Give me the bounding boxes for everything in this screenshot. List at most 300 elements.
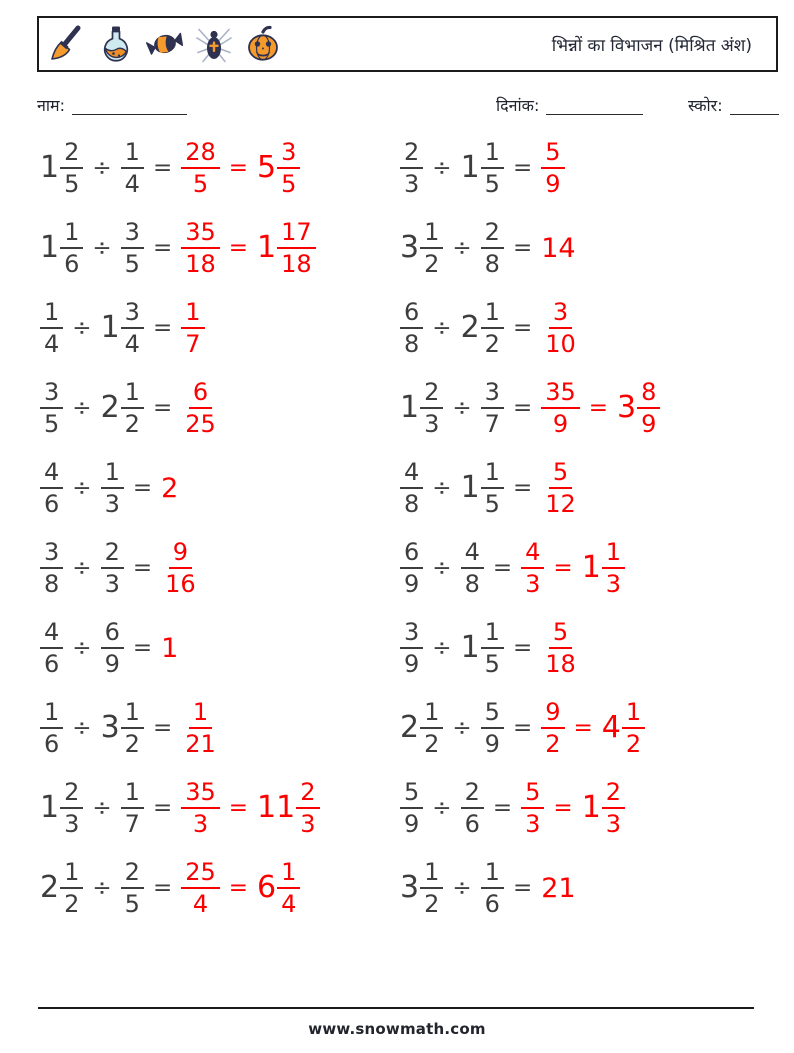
fraction (40, 460, 63, 516)
equals-sign: = (588, 394, 609, 421)
denominator: 9 (104, 650, 120, 678)
numerator: 2 (60, 140, 83, 169)
fraction (481, 460, 504, 516)
whole-number: 1 (581, 550, 601, 585)
answer (181, 780, 319, 836)
fraction (181, 220, 220, 276)
denominator: 6 (484, 890, 500, 918)
denominator: 5 (484, 170, 500, 198)
answer (161, 472, 179, 504)
divide-sign: ÷ (92, 154, 112, 181)
fraction (461, 780, 484, 836)
fraction (181, 380, 220, 436)
fraction (481, 380, 504, 436)
date-blank-line (546, 111, 643, 115)
fraction (181, 140, 220, 196)
denominator: 5 (192, 170, 209, 198)
divide-sign: ÷ (92, 234, 112, 261)
fraction (521, 780, 544, 836)
equals-sign: = (228, 154, 249, 181)
mixed-number (617, 380, 660, 436)
numerator: 3 (121, 220, 144, 249)
equals-sign: = (512, 394, 533, 421)
numerator: 5 (400, 780, 423, 809)
numerator: 5 (541, 140, 564, 169)
fraction (541, 300, 580, 356)
divide-sign: ÷ (452, 234, 472, 261)
equals-sign: = (152, 874, 173, 901)
mixed-number (582, 540, 625, 596)
numerator: 1 (622, 700, 645, 729)
denominator: 10 (545, 330, 576, 358)
numerator: 1 (481, 140, 504, 169)
denominator: 3 (605, 570, 622, 598)
numerator: 5 (481, 700, 504, 729)
problem (40, 460, 400, 516)
fraction (121, 220, 144, 276)
fraction (277, 140, 300, 196)
fraction (400, 620, 423, 676)
fraction (602, 780, 625, 836)
fraction (121, 700, 144, 756)
fraction (420, 380, 443, 436)
problem (400, 300, 775, 356)
denominator: 2 (124, 410, 140, 438)
divide-sign: ÷ (432, 634, 452, 661)
problem (40, 140, 400, 196)
divide-sign: ÷ (432, 154, 452, 181)
denominator: 2 (64, 890, 80, 918)
name-field (37, 94, 187, 116)
divide-sign: ÷ (452, 874, 472, 901)
mixed-number (461, 620, 504, 676)
whole-number: 6 (257, 870, 277, 905)
denominator: 5 (64, 170, 80, 198)
denominator: 7 (124, 810, 140, 838)
fraction (400, 460, 423, 516)
denominator: 9 (484, 730, 500, 758)
fraction (400, 540, 423, 596)
fraction (541, 700, 564, 756)
equals-sign: = (228, 794, 249, 821)
problem (400, 860, 775, 916)
whole-number: 1 (400, 390, 420, 425)
numerator: 9 (541, 700, 564, 729)
answer (541, 872, 576, 904)
denominator: 5 (281, 170, 297, 198)
denominator: 9 (404, 810, 420, 838)
fraction (400, 300, 423, 356)
whole-number: 1 (40, 230, 60, 265)
denominator: 8 (44, 570, 60, 598)
divide-sign: ÷ (432, 474, 452, 501)
equals-sign: = (152, 314, 173, 341)
header-banner (37, 16, 778, 72)
numerator: 5 (521, 780, 544, 809)
answer (181, 220, 315, 276)
denominator: 9 (404, 650, 420, 678)
date-field (496, 94, 643, 116)
denominator: 18 (281, 250, 312, 278)
integer-value: 1 (161, 632, 179, 664)
denominator: 6 (44, 730, 60, 758)
numerator: 1 (189, 700, 212, 729)
fraction (181, 220, 220, 276)
fraction (101, 460, 124, 516)
fraction (461, 540, 484, 596)
fraction (420, 220, 443, 276)
denominator: 9 (641, 410, 657, 438)
problem (40, 540, 400, 596)
fraction (541, 460, 580, 516)
denominator: 9 (404, 570, 420, 598)
fraction (481, 860, 504, 916)
denominator: 3 (605, 810, 622, 838)
fraction (541, 300, 580, 356)
numerator: 1 (481, 860, 504, 889)
date-label: दिनांक: (496, 96, 540, 115)
mixed-number (461, 140, 504, 196)
denominator: 3 (104, 490, 120, 518)
divide-sign: ÷ (452, 394, 472, 421)
denominator: 8 (404, 330, 420, 358)
numerator: 2 (60, 780, 83, 809)
denominator: 3 (525, 570, 541, 598)
equals-sign: = (152, 394, 173, 421)
halloween-icons (47, 24, 283, 64)
fraction (602, 540, 625, 596)
spider-icon (194, 24, 234, 64)
fraction (461, 780, 484, 836)
fraction (40, 620, 63, 676)
numerator: 28 (181, 140, 220, 169)
numerator: 3 (40, 380, 63, 409)
divide-sign: ÷ (72, 394, 92, 421)
footer-url: www.snowmath.com (308, 1020, 486, 1038)
fraction (461, 540, 484, 596)
fraction (400, 780, 423, 836)
numerator: 35 (181, 780, 220, 809)
fraction (420, 700, 443, 756)
equals-sign: = (492, 554, 513, 581)
mixed-number (101, 700, 144, 756)
fraction (181, 380, 220, 436)
mixed-number (257, 220, 316, 276)
numerator: 3 (40, 540, 63, 569)
denominator: 12 (545, 490, 576, 518)
fraction (121, 780, 144, 836)
answer (541, 460, 580, 516)
whole-number: 2 (460, 310, 480, 345)
mixed-number (400, 220, 443, 276)
answer (541, 232, 576, 264)
fraction (541, 620, 580, 676)
problem (400, 780, 775, 836)
fields-row (37, 90, 778, 116)
equals-sign: = (573, 714, 593, 741)
mixed-number (40, 220, 83, 276)
equals-sign: = (512, 714, 533, 741)
fraction (40, 300, 63, 356)
numerator: 6 (400, 300, 423, 329)
numerator: 4 (40, 460, 63, 489)
equals-sign: = (152, 714, 173, 741)
problem (400, 700, 775, 756)
mixed-number (400, 700, 443, 756)
mixed-number (400, 380, 443, 436)
fraction (541, 140, 564, 196)
fraction (400, 140, 423, 196)
fraction (541, 140, 564, 196)
fraction (481, 220, 504, 276)
numerator: 3 (121, 300, 144, 329)
broom-icon (47, 24, 87, 64)
whole-number: 2 (400, 710, 420, 745)
integer-value: 14 (541, 232, 576, 264)
equals-sign: = (152, 154, 173, 181)
fraction (400, 300, 423, 356)
fraction (40, 540, 63, 596)
fraction (181, 700, 220, 756)
fraction (541, 460, 580, 516)
denominator: 2 (124, 730, 140, 758)
denominator: 2 (424, 730, 440, 758)
answer (521, 540, 625, 596)
answer (181, 860, 300, 916)
fraction (420, 860, 443, 916)
denominator: 3 (192, 810, 209, 838)
fraction (400, 140, 423, 196)
denominator: 16 (165, 570, 196, 598)
numerator: 6 (400, 540, 423, 569)
numerator: 1 (60, 220, 83, 249)
mixed-number (40, 860, 83, 916)
mixed-number (257, 780, 319, 836)
denominator: 4 (281, 890, 297, 918)
fraction (40, 700, 63, 756)
equals-sign: = (512, 314, 533, 341)
numerator: 1 (602, 540, 625, 569)
numerator: 1 (40, 700, 63, 729)
fraction (121, 300, 144, 356)
denominator: 4 (192, 890, 209, 918)
whole-number: 3 (617, 390, 637, 425)
divide-sign: ÷ (72, 714, 92, 741)
mixed-number (101, 380, 144, 436)
fraction (521, 780, 544, 836)
numerator: 35 (181, 220, 220, 249)
score-label: स्कोर: (688, 96, 723, 115)
denominator: 4 (44, 330, 60, 358)
divide-sign: ÷ (72, 634, 92, 661)
numerator: 1 (420, 220, 443, 249)
score-blank-line (730, 111, 779, 115)
denominator: 18 (545, 650, 576, 678)
mixed-number (40, 780, 83, 836)
whole-number: 1 (40, 790, 60, 825)
fraction (181, 700, 220, 756)
answer (541, 700, 645, 756)
mixed-number (461, 460, 504, 516)
name-label: नाम: (37, 96, 65, 115)
numerator: 8 (637, 380, 660, 409)
fraction (481, 380, 504, 436)
score-field (688, 94, 779, 116)
numerator: 5 (549, 620, 572, 649)
denominator: 2 (424, 250, 440, 278)
fraction (101, 460, 124, 516)
whole-number: 1 (40, 150, 60, 185)
fraction (181, 780, 220, 836)
numerator: 1 (40, 300, 63, 329)
numerator: 2 (296, 780, 319, 809)
integer-value: 2 (161, 472, 179, 504)
numerator: 1 (481, 620, 504, 649)
fraction (40, 380, 63, 436)
numerator: 1 (121, 780, 144, 809)
numerator: 4 (521, 540, 544, 569)
divide-sign: ÷ (72, 314, 92, 341)
fraction (181, 140, 220, 196)
fraction (101, 540, 124, 596)
answer (541, 620, 580, 676)
divide-sign: ÷ (72, 554, 92, 581)
numerator: 1 (121, 700, 144, 729)
divide-sign: ÷ (92, 794, 112, 821)
equals-sign: = (512, 474, 533, 501)
denominator: 3 (104, 570, 120, 598)
equals-sign: = (132, 474, 153, 501)
fraction (400, 780, 423, 836)
whole-number: 1 (460, 470, 480, 505)
fraction (277, 220, 316, 276)
fraction (181, 300, 204, 356)
fraction (181, 300, 204, 356)
answer (181, 300, 204, 356)
whole-number: 1 (100, 310, 120, 345)
divide-sign: ÷ (72, 474, 92, 501)
problem (40, 780, 400, 836)
fraction (161, 540, 200, 596)
denominator: 5 (124, 250, 140, 278)
equals-sign: = (512, 234, 533, 261)
denominator: 6 (464, 810, 480, 838)
fraction (400, 540, 423, 596)
equals-sign: = (132, 634, 153, 661)
denominator: 9 (545, 170, 561, 198)
numerator: 1 (420, 860, 443, 889)
potion-icon (96, 24, 136, 64)
problem (40, 700, 400, 756)
equals-sign: = (512, 634, 533, 661)
fraction (40, 300, 63, 356)
fraction (481, 860, 504, 916)
denominator: 3 (424, 410, 440, 438)
fraction (40, 540, 63, 596)
fraction (121, 140, 144, 196)
fraction (622, 700, 645, 756)
fraction (161, 540, 200, 596)
whole-number: 5 (257, 150, 277, 185)
denominator: 7 (185, 330, 201, 358)
whole-number: 11 (257, 790, 296, 825)
numerator: 5 (549, 460, 572, 489)
whole-number: 1 (460, 150, 480, 185)
mixed-number (461, 300, 504, 356)
whole-number: 1 (460, 630, 480, 665)
fraction (481, 220, 504, 276)
denominator: 4 (124, 330, 140, 358)
fraction (40, 620, 63, 676)
numerator: 2 (420, 380, 443, 409)
numerator: 1 (277, 860, 300, 889)
fraction (40, 700, 63, 756)
denominator: 2 (424, 890, 440, 918)
answer (181, 700, 220, 756)
numerator: 1 (420, 700, 443, 729)
mixed-number (582, 780, 625, 836)
divide-sign: ÷ (452, 714, 472, 741)
fraction (541, 380, 580, 436)
fraction (481, 700, 504, 756)
fraction (521, 540, 544, 596)
whole-number: 3 (400, 230, 420, 265)
numerator: 1 (481, 300, 504, 329)
numerator: 3 (481, 380, 504, 409)
fraction (400, 460, 423, 516)
answer (161, 540, 200, 596)
fraction (121, 780, 144, 836)
fraction (121, 860, 144, 916)
answer (161, 632, 179, 664)
denominator: 3 (64, 810, 80, 838)
equals-sign: = (132, 554, 153, 581)
numerator: 2 (121, 860, 144, 889)
numerator: 3 (400, 620, 423, 649)
problem (400, 140, 775, 196)
divide-sign: ÷ (92, 874, 112, 901)
answer (181, 380, 220, 436)
numerator: 3 (549, 300, 572, 329)
numerator: 4 (400, 460, 423, 489)
numerator: 1 (121, 380, 144, 409)
problem (400, 540, 775, 596)
equals-sign: = (512, 154, 533, 181)
fraction (541, 620, 580, 676)
problem (40, 620, 400, 676)
denominator: 2 (484, 330, 500, 358)
fraction (296, 780, 319, 836)
numerator: 2 (461, 780, 484, 809)
answer (541, 380, 660, 436)
fraction (481, 700, 504, 756)
fraction (60, 140, 83, 196)
mixed-number (400, 860, 443, 916)
fraction (121, 860, 144, 916)
denominator: 2 (545, 730, 561, 758)
denominator: 18 (185, 250, 216, 278)
numerator: 25 (181, 860, 220, 889)
fraction (637, 380, 660, 436)
numerator: 1 (101, 460, 124, 489)
denominator: 6 (44, 650, 60, 678)
equals-sign: = (228, 874, 249, 901)
numerator: 1 (60, 860, 83, 889)
denominator: 6 (64, 250, 80, 278)
problem (400, 460, 775, 516)
fraction (101, 620, 124, 676)
numerator: 2 (602, 780, 625, 809)
